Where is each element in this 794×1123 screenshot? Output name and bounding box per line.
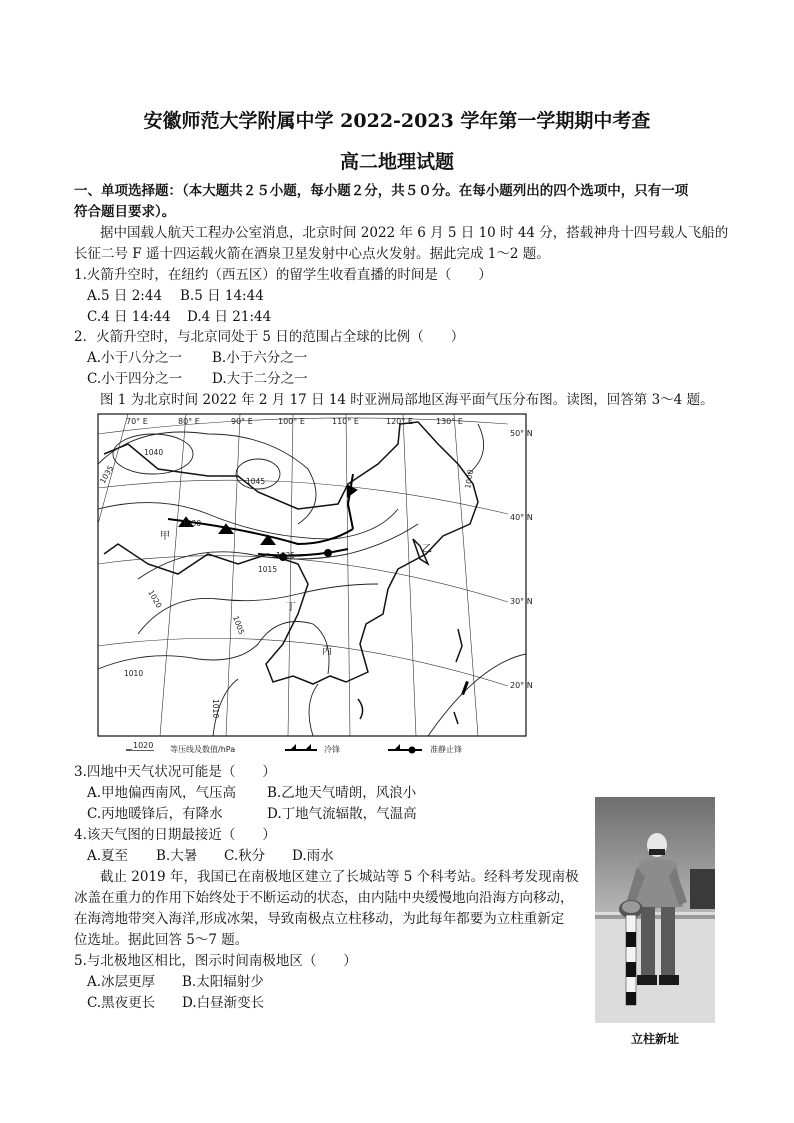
question-2-option-d: D.大于二分之一 xyxy=(212,371,308,387)
lon-label: 100° E xyxy=(278,417,305,426)
passage-3-cont: 位选址。据此回答 5～7 题。 xyxy=(74,932,249,948)
question-1-option-b: B.5 日 14:44 xyxy=(180,288,264,304)
isobar-label: 1000 xyxy=(463,468,476,490)
south-pole-marker-photo xyxy=(595,797,715,1023)
section-heading: 一、单项选择题：（本大题共２５小题，每小题２分，共５０分。在每小题列出的四个选项中，只有一项 xyxy=(74,183,689,199)
pressure-map xyxy=(97,414,533,736)
cold-front-legend-label: 冷锋 xyxy=(324,745,340,754)
isobar-label: 1045 xyxy=(246,477,266,486)
question-4-option-b: B.大暑 xyxy=(156,848,198,864)
exam-title: 安徽师范大学附属中学 2022-2023 学年第一学期期中考查 xyxy=(143,110,651,132)
question-2-option-b: B.小于六分之一 xyxy=(212,350,308,366)
isobar-label: 1010 xyxy=(124,669,144,678)
passage-3: 截止 2019 年，我国已在南极地区建立了长城站等 5 个科考站。经科考发现南极 xyxy=(100,869,579,885)
cold-front-legend-symbol xyxy=(285,744,317,756)
stationary-front-legend-symbol xyxy=(388,744,422,756)
lon-label: 120° E xyxy=(386,417,413,426)
isobar-label: 1015 xyxy=(258,565,278,574)
question-4-option-c: C.秋分 xyxy=(224,848,266,864)
passage-2: 图 1 为北京时间 2022 年 2 月 17 日 14 时亚洲局部地区海平面气压分布图。读图，回答第 3～4 题。 xyxy=(100,392,714,408)
question-2-option-a: A.小于八分之一 xyxy=(87,350,183,366)
isobar-label: 1025 xyxy=(276,551,296,560)
isobar-label: 1035 xyxy=(97,463,116,485)
lon-label: 130° E xyxy=(436,417,463,426)
isobar-label: 1030 xyxy=(182,519,202,528)
question-5-option-b: B.太阳辐射少 xyxy=(182,974,264,990)
question-3-stem: 3.四地中天气状况可能是（ ） xyxy=(74,764,276,780)
lon-label: 110° E xyxy=(332,417,359,426)
question-4-option-d: D.雨水 xyxy=(292,848,334,864)
lon-label: 80° E xyxy=(178,417,200,426)
question-5-stem: 5.与北极地区相比，图示时间南极地区（ ） xyxy=(74,953,357,969)
question-1-option-c: C.4 日 14:44 xyxy=(87,309,171,325)
lon-label: 90° E xyxy=(231,417,253,426)
question-1-stem: 1.火箭升空时，在纽约（西五区）的留学生收看直播的时间是（ ） xyxy=(74,267,492,283)
point-bing: 丙 xyxy=(322,646,332,657)
question-1-option-d: D.4 日 21:44 xyxy=(187,309,272,325)
passage-3-cont: 在海湾地带突入海洋,形成冰架，导致南极点立柱移动，为此每年都要为立柱重新定 xyxy=(74,911,565,927)
isobar-label: 1010 xyxy=(211,699,220,719)
photo-caption: 立柱新址 xyxy=(630,1032,679,1046)
isobar-label: 1040 xyxy=(144,448,164,457)
lat-label: 20° N xyxy=(510,681,533,690)
section-heading-cont: 符合题目要求）。 xyxy=(74,204,176,220)
question-5-option-c: C.黑夜更长 xyxy=(87,995,156,1011)
point-jia: 甲 xyxy=(160,531,170,542)
question-3-option-c: C.丙地暖锋后，有降水 xyxy=(87,806,223,822)
question-5-option-a: A.冰层更厚 xyxy=(87,974,156,990)
passage-1: 据中国载人航天工程办公室消息，北京时间 2022 年 6 月 5 日 10 时 44 分，搭载神舟十四号载人飞船的 xyxy=(100,225,729,241)
passage-3-cont: 冰盖在重力的作用下始终处于不断运动的状态，由内陆中央缓慢地向沿海方向移动， xyxy=(74,890,574,906)
isobar-label: 1005 xyxy=(231,614,247,636)
lat-label: 40° N xyxy=(510,513,533,522)
stationary-front-legend-label: 准静止锋 xyxy=(430,745,462,754)
point-ding: 丁 xyxy=(286,602,296,613)
question-4-option-a: A.夏至 xyxy=(87,848,129,864)
isobar-legend-label: 等压线及数值/hPa xyxy=(170,745,236,754)
question-3-option-b: B.乙地天气晴朗，风浪小 xyxy=(267,785,417,801)
question-5-option-d: D.白昼渐变长 xyxy=(182,995,265,1011)
point-yi: 乙 xyxy=(422,544,432,555)
lon-label: 70° E xyxy=(126,417,148,426)
isobar-label: 1020 xyxy=(146,588,164,610)
question-1-option-a: A.5 日 2:44 xyxy=(87,288,163,304)
question-2-option-c: C.小于四分之一 xyxy=(87,371,183,387)
exam-subtitle: 高二地理试题 xyxy=(339,151,454,173)
lat-label: 30° N xyxy=(510,597,533,606)
passage-1-cont: 长征二号 F 遥十四运载火箭在酒泉卫星发射中心点火发射。据此完成 1～2 题。 xyxy=(74,246,550,262)
question-4-stem: 4.该天气图的日期最接近（ ） xyxy=(74,827,276,843)
question-2-stem: 2．火箭升空时，与北京同处于 5 日的范围占全球的比例（ ） xyxy=(74,329,465,345)
isobar-legend-sample: 1020 xyxy=(133,741,154,750)
question-3-option-a: A.甲地偏西南风，气压高 xyxy=(87,785,237,801)
lat-label: 50° N xyxy=(510,429,533,438)
question-3-option-d: D.丁地气流辐散，气温高 xyxy=(267,806,417,822)
